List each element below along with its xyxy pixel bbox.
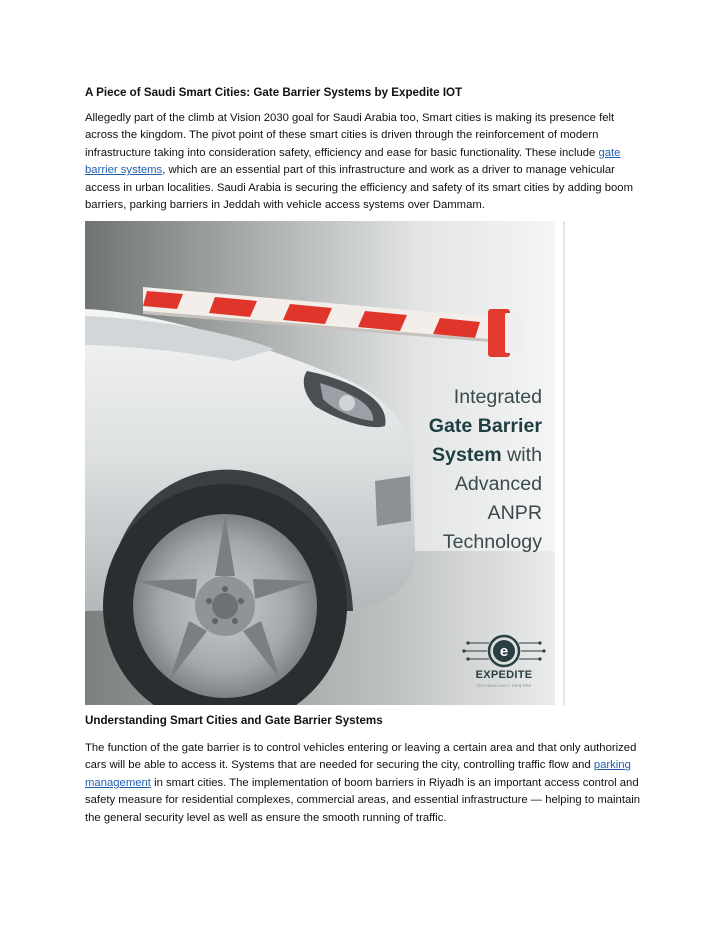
logo-letter: e [499,643,509,660]
intro-text-end: , which are an essential part of this infrastructure and work as a driver to manage vehicular access in urban localities. Saudi Arabia is securing the efficiency and safety of its smart cities by adding boom barriers, parking barriers in Jeddah with vehicle access systems over Dammam. [85,164,633,212]
intro-paragraph [85,110,641,214]
hero-line-anpr: ANPR [487,502,542,524]
section-subheading: Understanding Smart Cities and Gate Barrier Systems [85,714,383,727]
article-title: A Piece of Saudi Smart Cities: Gate Barrier Systems by Expedite IOT [85,86,463,99]
body-text-start: The function of the gate barrier is to control vehicles entering or leaving a certain area and that only authorized cars will be able to access it. Systems that are needed for securing the city, controlling traffic flow and [85,742,637,772]
body-text-end: in smart cities. The implementation of boom barriers in Riyadh is an important access control and safety measure for residential complexes, commercial areas, and essential infrastructure — helping to maintain the general security level as well as ensure the smooth running of traffic. [85,776,641,824]
hero-headline [429,383,542,557]
hero-image [85,221,566,705]
gate-barrier-systems-link[interactable]: gate barrier systems [85,146,621,177]
expedite-logo-icon [459,633,549,669]
hero-line-gate-barrier: Gate Barrier [428,415,542,437]
intro-text-start: Allegedly part of the climb at Vision 2030 goal for Saudi Arabia too, Smart cities is making its presence felt across the kingdom. The pivot point of these smart cities is driven through the reinforcement of modern infrastructure taking into consideration safety, efficiency and ease for basic functionality. These include [85,112,615,159]
logo-tagline: TECHNOLOGY CENTRE [476,683,532,688]
expedite-logo [459,633,549,693]
hero-system-word: System [431,444,502,466]
parking-management-link[interactable]: parking management [85,759,631,789]
logo-name: EXPEDITE [475,669,533,681]
hero-line-advanced: Advanced [454,473,542,495]
hero-line-system [429,441,542,470]
hero-with-word: with [501,444,542,466]
hero-line-integrated: Integrated [453,386,542,408]
body-paragraph [85,740,641,827]
hero-line-technology: Technology [442,531,542,553]
